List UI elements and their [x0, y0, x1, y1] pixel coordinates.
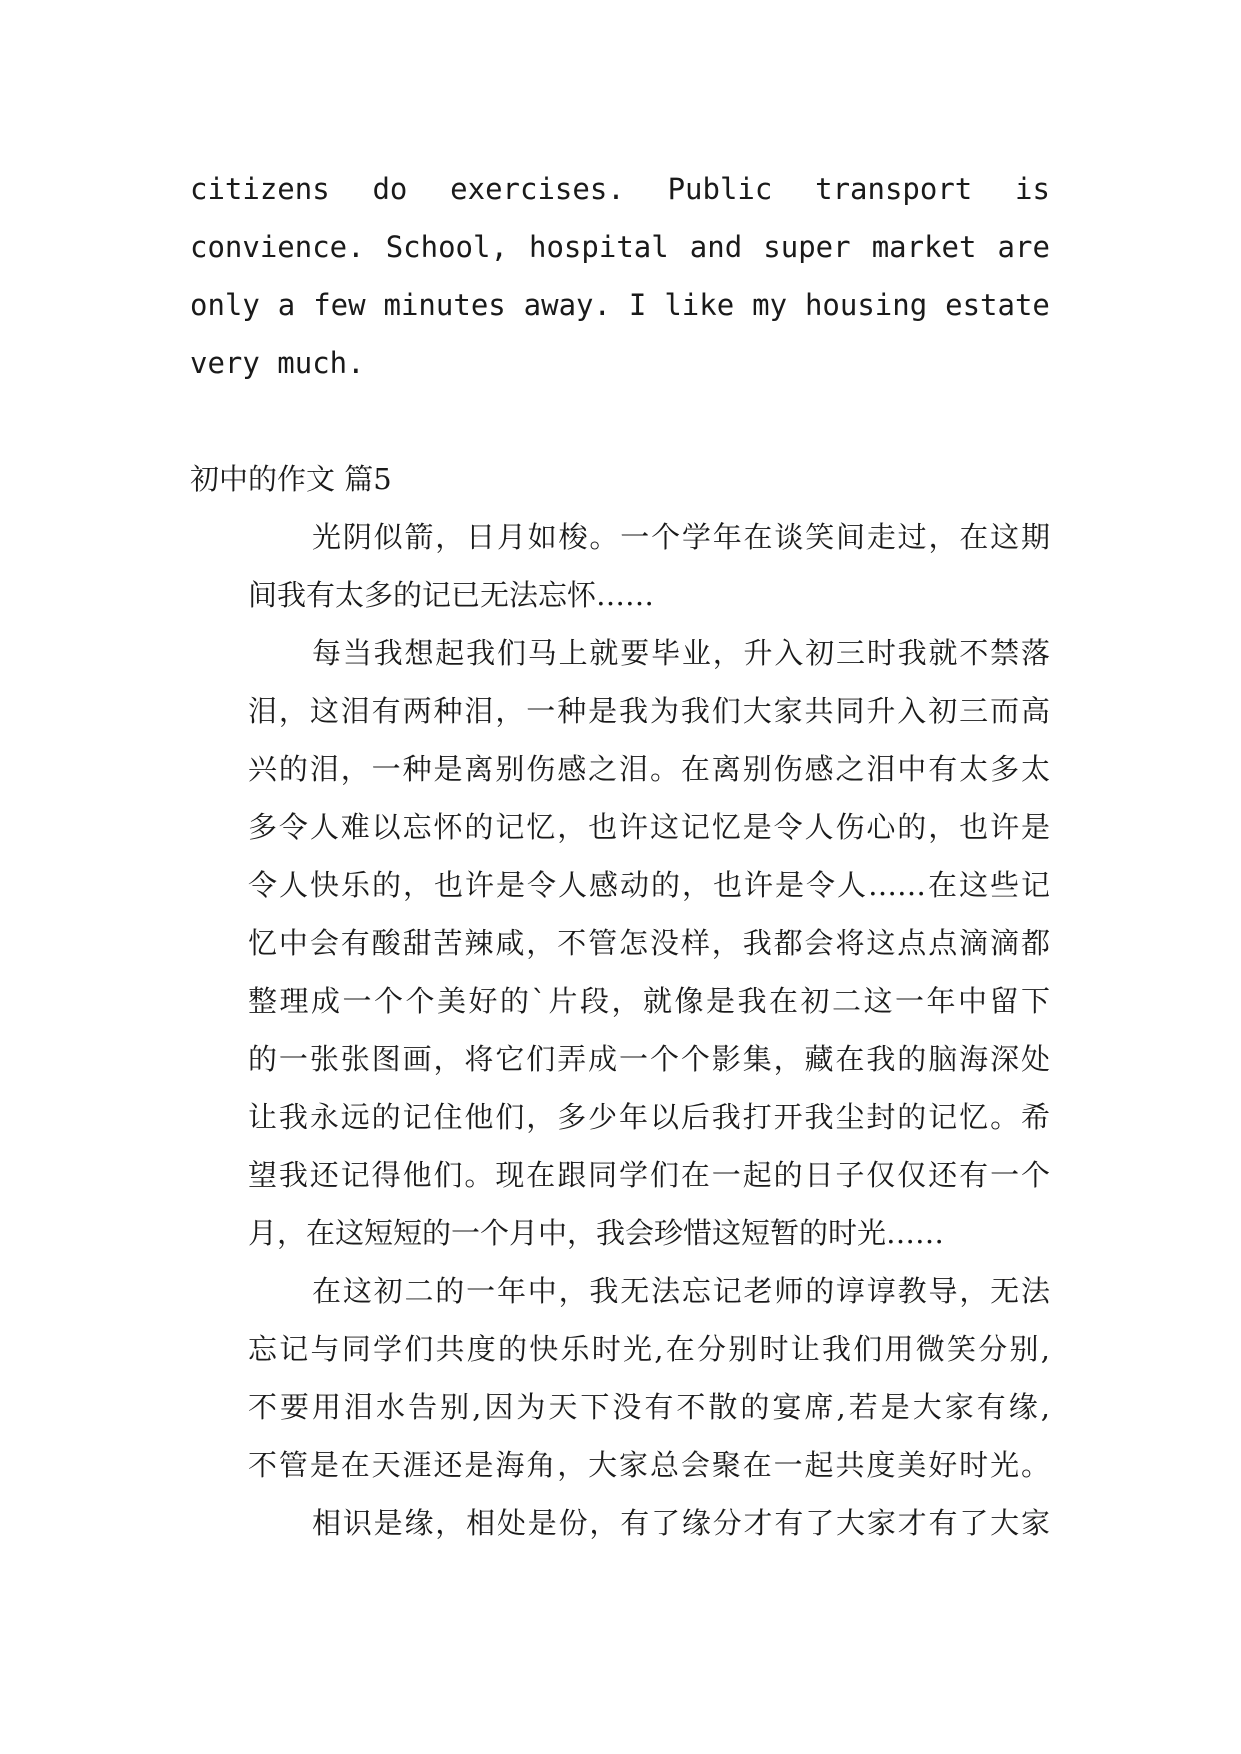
word: minutes: [383, 288, 506, 322]
paragraph: [190, 508, 1050, 624]
word: very much.: [190, 346, 365, 380]
word: few: [313, 288, 366, 322]
word: and: [689, 230, 743, 264]
word: is: [1015, 172, 1050, 206]
text-line: 望我还记得他们。现在跟同学们在一起的日子仅仅还有一个: [248, 1158, 1050, 1192]
word: are: [997, 230, 1050, 264]
word: super: [763, 230, 851, 264]
text-line: 令人快乐的，也许是令人感动的，也许是令人……在这些记: [248, 868, 1050, 902]
paragraph: [190, 1494, 1050, 1552]
word: market: [871, 230, 977, 264]
word: only: [190, 288, 260, 322]
word: away.: [523, 288, 611, 322]
word: School,: [385, 230, 508, 264]
word: do: [372, 172, 408, 206]
word: transport: [815, 172, 973, 206]
word: citizens: [190, 172, 330, 206]
word: my: [752, 288, 788, 322]
text-line: 间我有太多的记已无法忘怀……: [248, 578, 655, 612]
word: exercises.: [450, 172, 625, 206]
text-line: 忆中会有酸甜苦辣咸，不管怎没样，我都会将这点点滴滴都: [248, 926, 1050, 960]
text-line: 光阴似箭，日月如梭。一个学年在谈笑间走过，在这期: [312, 520, 1050, 554]
paragraph: [190, 1262, 1050, 1494]
text-line: 兴的泪，一种是离别伤感之泪。在离别伤感之泪中有太多太: [248, 752, 1050, 786]
text-line: 的一张张图画，将它们弄成一个个影集，藏在我的脑海深处: [248, 1042, 1050, 1076]
word: hospital: [529, 230, 669, 264]
english-paragraph: [190, 160, 1050, 392]
text-line: 泪，这泪有两种泪，一种是我为我们大家共同升入初三而高: [248, 694, 1050, 728]
english-line: [190, 276, 1050, 334]
text-line: 多令人难以忘怀的记忆，也许这记忆是令人伤心的，也许是: [248, 810, 1050, 844]
document-body: [190, 160, 1050, 1552]
text-line: 不管是在天涯还是海角，大家总会聚在一起共度美好时光。: [248, 1448, 1050, 1482]
word: a: [277, 288, 296, 322]
text-line: 整理成一个个美好的`片段，就像是我在初二这一年中留下: [248, 984, 1050, 1018]
word: like: [664, 288, 735, 322]
english-line: [190, 218, 1050, 276]
text-line: 忘记与同学们共度的快乐时光,在分别时让我们用微笑分别,: [248, 1332, 1050, 1366]
word: Public: [667, 172, 773, 206]
text-line: 每当我想起我们马上就要毕业，升入初三时我就不禁落: [312, 636, 1050, 670]
word: convience.: [190, 230, 365, 264]
english-line: [190, 160, 1050, 218]
section-heading: 初中的作文 篇5: [190, 462, 392, 496]
paragraph: [190, 624, 1050, 1262]
word: estate: [945, 288, 1050, 322]
text-line: 在这初二的一年中，我无法忘记老师的谆谆教导，无法: [312, 1274, 1050, 1308]
text-line: 月，在这短短的一个月中，我会珍惜这短暂的时光……: [248, 1216, 945, 1250]
word: housing: [804, 288, 928, 322]
text-line: 不要用泪水告别,因为天下没有不散的宴席,若是大家有缘,: [248, 1390, 1050, 1424]
text-line: 让我永远的记住他们，多少年以后我打开我尘封的记忆。希: [248, 1100, 1050, 1134]
text-line: 相识是缘，相处是份，有了缘分才有了大家才有了大家: [312, 1506, 1050, 1540]
word: I: [628, 288, 647, 322]
english-line: [190, 334, 1050, 392]
